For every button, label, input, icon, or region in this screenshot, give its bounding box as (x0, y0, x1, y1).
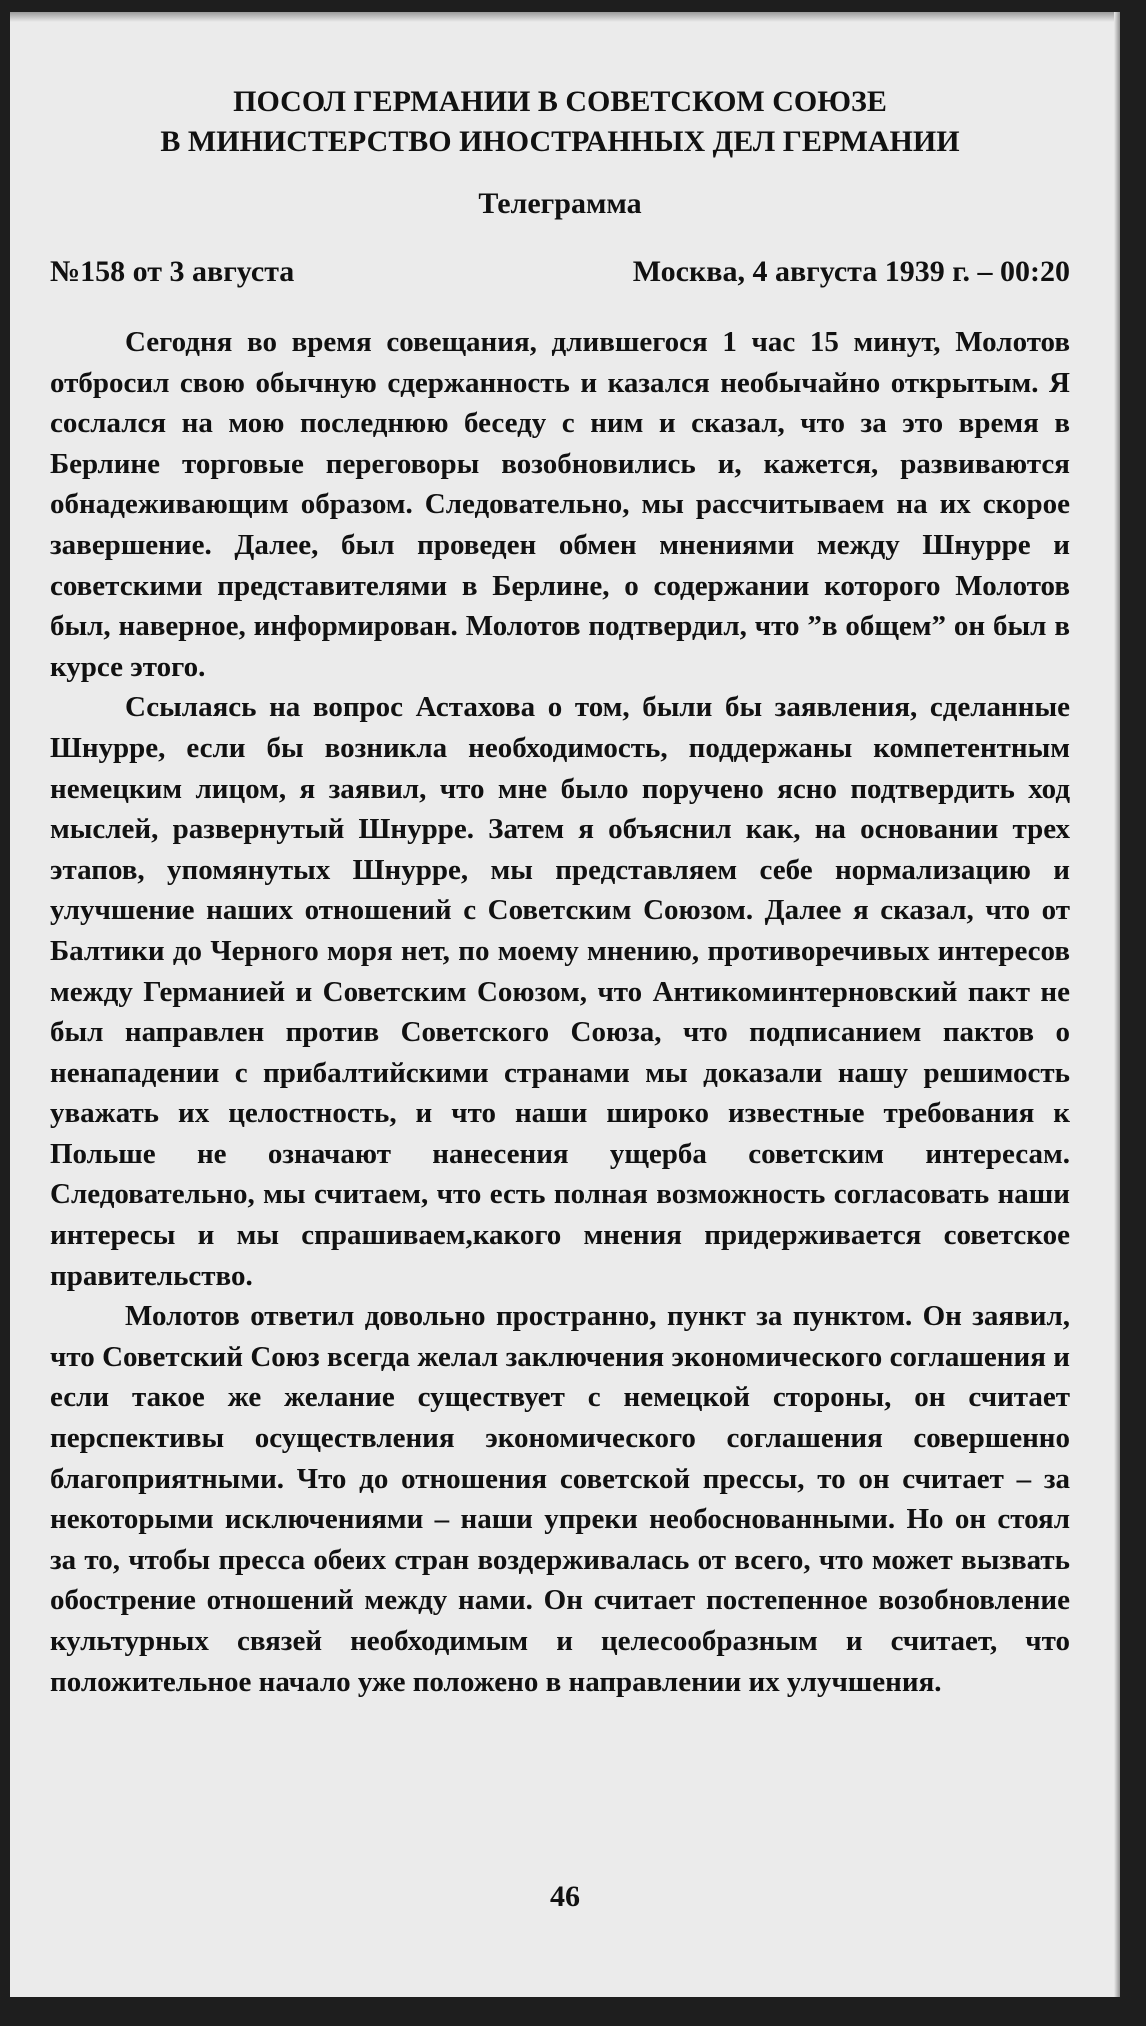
paragraph-1: Сегодня во время совещания, длившегося 1 час 15 минут, Молотов отбросил свою обычную сдержанность и казался необычайно открытым. Я сослался на мою последнюю беседу с ним и сказал, что за это время в Берлине торговые переговоры возобновились и, кажется, развиваются обнадеживающим образом. Следовательно, мы рассчитываем на их скорое завершение. Далее, был проведен обмен мнениями между Шнурре и советскими представителями в Берлине, о содержании которого Молотов был, наверное, информирован. Молотов подтвердил, что ”в общем” он был в курсе этого. (50, 326, 1070, 683)
paragraph-3: Молотов ответил довольно пространно, пункт за пунктом. Он заявил, что Советский Союз всегда желал заключения экономического соглашения и если такое же желание существует с немецкой стороны, он считает перспективы осуществления экономического соглашения совершенно благоприятными. Что до отношения советской прессы, то он считает – за некоторыми исключениями – наши упреки необоснованными. Но он стоял за то, чтобы пресса обеих стран воздерживалась от всего, что может вызвать обострение отношений между нами. Он считает постепенное возобновление культурных связей необходимым и целесообразным и считает, что положительное начало уже положено в направлении их улучшения. (50, 1300, 1070, 1698)
document-place-time: Москва, 4 августа 1939 г. – 00:20 (632, 255, 1070, 288)
page-content (50, 82, 1070, 1702)
paragraph-2: Ссылаясь на вопрос Астахова о том, были бы заявления, сделанные Шнурре, если бы возникла необходимость, поддержаны компетентным немецким лицом, я заявил, что мне было поручено ясно подтвердить ход мыслей, развернутый Шнурре. Затем я объяснил как, на основании трех этапов, упомянутых Шнурре, мы представляем себе нормализацию и улучшение наших отношений с Советским Союзом. Далее я сказал, что от Балтики до Черного моря нет, по моему мнению, противоречивых интересов между Германией и Советским Союзом, что Антикоминтерновский пакт не был направлен против Советского Союза, что подписанием пактов о ненападении с прибалтийскими странами мы доказали нашу решимость уважать их целостность, и что наши широко известные требования к Польше не означают нанесения ущерба советским интересам. Следовательно, мы считаем, что есть полная возможность согласовать наши интересы и мы спрашиваем,какого мнения придерживается советское правительство. (50, 691, 1070, 1292)
document-heading-line-2: В МИНИСТЕРСТВО ИНОСТРАННЫХ ДЕЛ ГЕРМАНИИ (160, 125, 960, 158)
page-edge-shadow (10, 12, 1120, 22)
document-heading-line-1: ПОСОЛ ГЕРМАНИИ В СОВЕТСКОМ СОЮЗЕ (233, 85, 887, 118)
page-edge-right (1114, 12, 1120, 1997)
book-page (10, 12, 1120, 1997)
document-meta-line (50, 252, 1070, 292)
document-body (50, 322, 1070, 1702)
document-number-date: №158 от 3 августа (50, 255, 295, 288)
document-type: Телеграмма (478, 187, 642, 220)
page-number: 46 (550, 1880, 580, 1913)
